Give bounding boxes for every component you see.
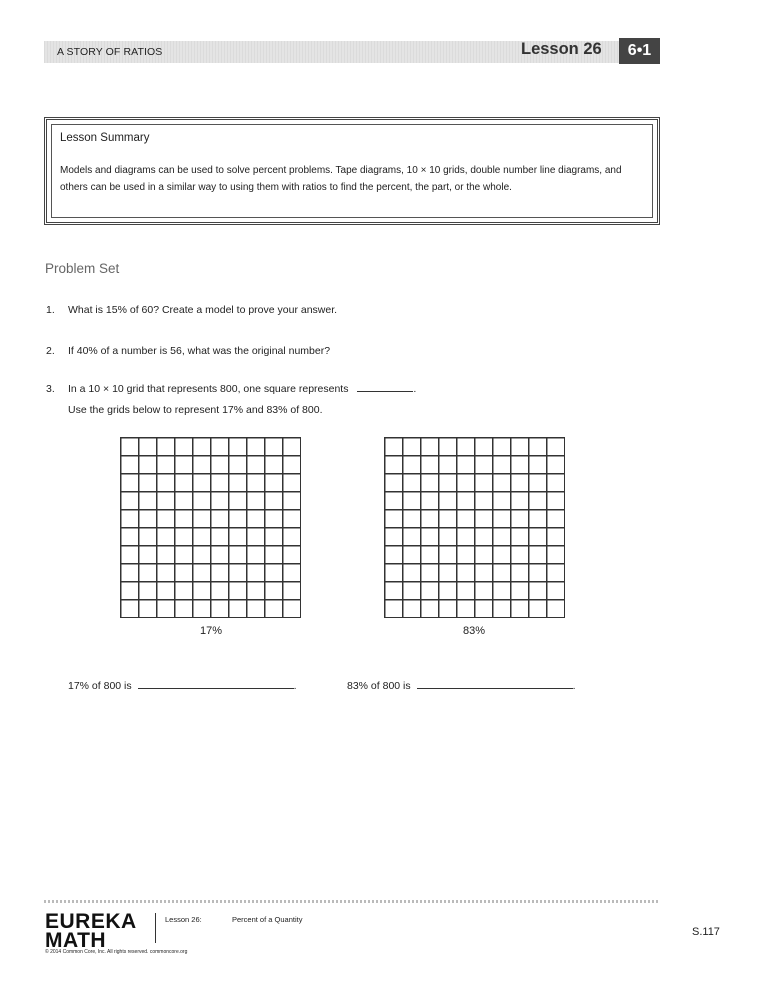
footer-copyright: © 2014 Common Core, Inc. All rights reserved. commoncore.org <box>45 949 188 955</box>
answer-prefix: 17% of 800 is <box>68 680 132 692</box>
problem-set-heading: Problem Set <box>45 261 120 276</box>
answer-line-17 <box>68 680 296 692</box>
footer-rule <box>44 900 660 903</box>
answer-end: . <box>293 680 297 692</box>
lesson-title: Lesson 26 <box>521 40 602 58</box>
question-text <box>68 383 416 395</box>
logo-line-2: MATH <box>45 929 107 952</box>
question-subtext: Use the grids below to represent 17% and 83% of 800. <box>68 404 323 416</box>
question-text: What is 15% of 60? Create a model to prove your answer. <box>68 304 338 316</box>
footer-topic: Percent of a Quantity <box>232 915 303 924</box>
course-title: A STORY OF RATIOS <box>57 46 163 58</box>
question-number: 1. <box>46 304 55 316</box>
question-number: 3. <box>46 383 55 395</box>
answer-prefix: 83% of 800 is <box>347 680 411 692</box>
eureka-math-logo <box>45 912 137 950</box>
logo-line-1: EUREKA <box>45 910 137 933</box>
answer-blank[interactable] <box>357 391 413 392</box>
question-number: 2. <box>46 345 55 357</box>
hundred-grid-17[interactable] <box>120 437 301 618</box>
answer-end: . <box>572 680 576 692</box>
hundred-grid-83[interactable] <box>384 437 565 618</box>
grid-label: 17% <box>199 625 223 637</box>
answer-blank[interactable] <box>417 688 573 689</box>
grid-label: 83% <box>462 625 486 637</box>
lesson-summary-title: Lesson Summary <box>60 132 150 144</box>
lesson-summary-text: Models and diagrams can be used to solve percent problems. Tape diagrams, 10 × 10 grids, double number line diagrams, and others can be used in a similar way to using them with ratios to find the percent, the part, or the whole. <box>60 165 622 193</box>
footer-lesson: Lesson 26: <box>165 915 202 924</box>
question-text-end: . <box>413 383 417 395</box>
answer-line-83 <box>347 680 575 692</box>
page-number: S.117 <box>692 926 720 938</box>
footer-divider <box>155 913 156 943</box>
lesson-summary-box <box>44 117 660 225</box>
question-text-part: In a 10 × 10 grid that represents 800, one square represents <box>68 383 349 395</box>
module-badge: 6•1 <box>619 38 660 64</box>
question-text: If 40% of a number is 56, what was the original number? <box>68 345 331 357</box>
answer-blank[interactable] <box>138 688 294 689</box>
